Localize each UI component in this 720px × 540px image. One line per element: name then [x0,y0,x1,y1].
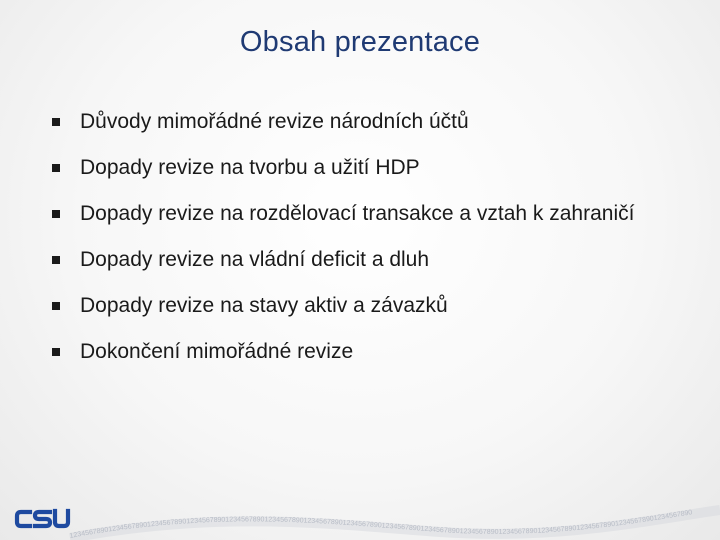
square-bullet-icon [52,348,60,356]
bullet-list [52,108,672,384]
bullet-item-1 [52,108,672,136]
square-bullet-icon [52,210,60,218]
number-band-text: 1234567890123456789012345678901234567890123456789012345678901234567890123456789012345678901234567890123456789012345678901234567890123456789012345678901234567890 [69,509,693,540]
square-bullet-icon [52,302,60,310]
footer-number-band [0,480,720,540]
bullet-text: Dopady revize na vládní deficit a dluh [80,248,430,271]
slide-title: Obsah prezentace [239,26,481,58]
bullet-text: Dopady revize na rozdělovací transakce a vztah k zahraničí [80,202,635,225]
bullet-item-3 [52,200,672,228]
bullet-text: Dokončení mimořádné revize [80,340,354,363]
square-bullet-icon [52,164,60,172]
bullet-text: Důvody mimořádné revize národních účtů [80,110,469,133]
bullet-item-5 [52,292,672,320]
bullet-item-2 [52,154,672,182]
bullet-item-4 [52,246,672,274]
bullet-text: Dopady revize na tvorbu a užití HDP [80,156,420,179]
square-bullet-icon [52,118,60,126]
bullet-text: Dopady revize na stavy aktiv a závazků [80,294,448,317]
square-bullet-icon [52,256,60,264]
csu-logo [14,508,74,530]
bullet-item-6 [52,338,672,366]
